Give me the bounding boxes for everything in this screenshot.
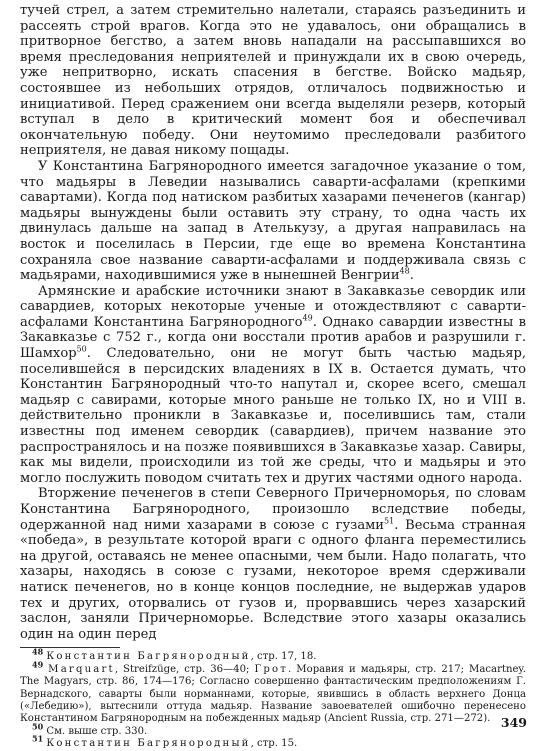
main-text bbox=[20, 3, 526, 642]
paragraph-2-end: . bbox=[409, 268, 414, 284]
footnote-ref-48[interactable]: 48 bbox=[399, 266, 410, 276]
footnote-number: 48 bbox=[32, 646, 44, 657]
paragraph-4-text-a: Вторжение печенегов в степи Северного Причерноморья, по словам Константина Багрянородного, произошло вследствие победы, одержанной над ними хазарами в союзе с гузами bbox=[20, 486, 526, 533]
footnote-number: 49 bbox=[32, 659, 44, 670]
footnote-51 bbox=[20, 733, 526, 750]
paragraph-1 bbox=[20, 3, 526, 159]
footnote-author: Marquart bbox=[48, 663, 115, 675]
paragraph-3 bbox=[20, 284, 526, 487]
footnote-text: , стр. 17, 18. bbox=[250, 651, 317, 663]
paragraph-4 bbox=[20, 486, 526, 642]
page-content bbox=[20, 3, 526, 751]
page-number: 349 bbox=[500, 715, 527, 730]
footnote-text: , Streifzüge, стр. 36—40; bbox=[114, 663, 255, 675]
paragraph-2 bbox=[20, 159, 526, 284]
footnotes bbox=[20, 646, 527, 750]
footnote-49 bbox=[20, 659, 527, 726]
footnote-number: 50 bbox=[32, 721, 44, 732]
footnote-text: , стр. 15. bbox=[250, 738, 298, 750]
paragraph-3-text-c: . Следовательно, они не могут быть частью мадьяр, поселившейся в персидских владениях в IX в. Остается думать, что Константин Багрянородный что-то напутал и, скорее всего, смешал мадьяр с савирами, которые много раньше не только IX, но и VIII в. действительно проникли в Закавказье и, поселившись там, стали известны под именем севордик (савардиев), причем название это распространялось и на позже появившихся в Закавказье хазар. Савиры, как мы видели, происходили из той же среды, что и мадьяры и это могло послужить поводом считать тех и других частями одного народа. bbox=[20, 346, 526, 486]
paragraph-2-text: У Константина Багрянородного имеется загадочное указание о том, что мадьяры в Леведии назывались саварти-асфалами (крепкими савартами). Когда под натиском разбитых хазарами печенегов (кангар) мадьяры вынуждены были оставить эту страну, то одна часть их двинулась дальше на запад в Ателькузу, а другая направилась на восток и поселилась в Персии, где еще во времена Константина сохраняла свое название саварти-асфалами и поддерживала связь с мадьярами, находившимися уже в нынешней Венгрии bbox=[20, 158, 526, 284]
paragraph-4-text-b: . Весьма странная «победа», в результате которой враги с одного фланга переместились на другой, оставаясь не менее опасными, чем были. Надо полагать, что хазары, находясь в союзе с гузами, некоторое время сдерживали натиск печенегов, но в конце концов последние, не выдержав ударов тех и других, оторвались от гузов и, прорвавшись через хазарский заслон, заняли Причерноморье. Вследствие этого хазары оказались один на один перед bbox=[20, 517, 526, 642]
footnote-ref-50[interactable]: 50 bbox=[76, 344, 87, 354]
footnote-author-2: Грот bbox=[254, 663, 289, 675]
footnote-48 bbox=[20, 646, 526, 663]
paragraph-1-text: тучей стрел, а затем стремительно налетали, стараясь разъединить и рассеять строй врагов. Когда это не удавалось, они обращались в притворное бегство, а затем вновь нападали на рассыпавшихся во время преследования неприятелей и принуждали их в свою очередь, уже непритворно, искать спасения в бегстве. Войско мадьяр, состоявшее из небольших отрядов, отличалось подвижностью и инициативой. Перед сражением они всегда выделяли резерв, который вступал в дело в критический момент боя и обеспечивал окончательную победу. Они неутомимо преследовали разбитого неприятеля, не давая никому пощады. bbox=[20, 3, 526, 159]
paragraph-3-text-a: Армянские и арабские источники знают в Закавказье севордик или савардиев, которых некоторые ученые и отождествляют с саварти-асфалами Константина Багрянородного bbox=[20, 283, 526, 330]
footnote-text-2: . Моравия и мадьяры, стр. 217; Macartney. The Magyars, стр. 86, 174—176; Согласно совершенно фантастическим предположениям Г. Вернадского, саварты были норманнами, которые, явившись в область верхнего Донца («Лебедию»), вытеснили оттуда мадьяр. Название завоевателей ошибочно перенесено Константином Багрянородным на побежденных мадьяр (Ancient Russia, стр. 271—272). bbox=[20, 663, 527, 725]
footnote-ref-49[interactable]: 49 bbox=[302, 313, 313, 323]
footnote-text: См. выше стр. 330. bbox=[46, 725, 148, 737]
footnote-number: 51 bbox=[32, 733, 44, 744]
footnote-author: Константин Багрянородный bbox=[46, 651, 251, 663]
footnote-ref-51[interactable]: 51 bbox=[384, 516, 395, 526]
paragraph-3-text-b: . Однако савардии известны в Закавказье с 752 г., когда они восстали против арабов и разрушили г. Шамхор bbox=[20, 314, 526, 362]
footnote-author: Константин Багрянородный bbox=[46, 738, 251, 750]
